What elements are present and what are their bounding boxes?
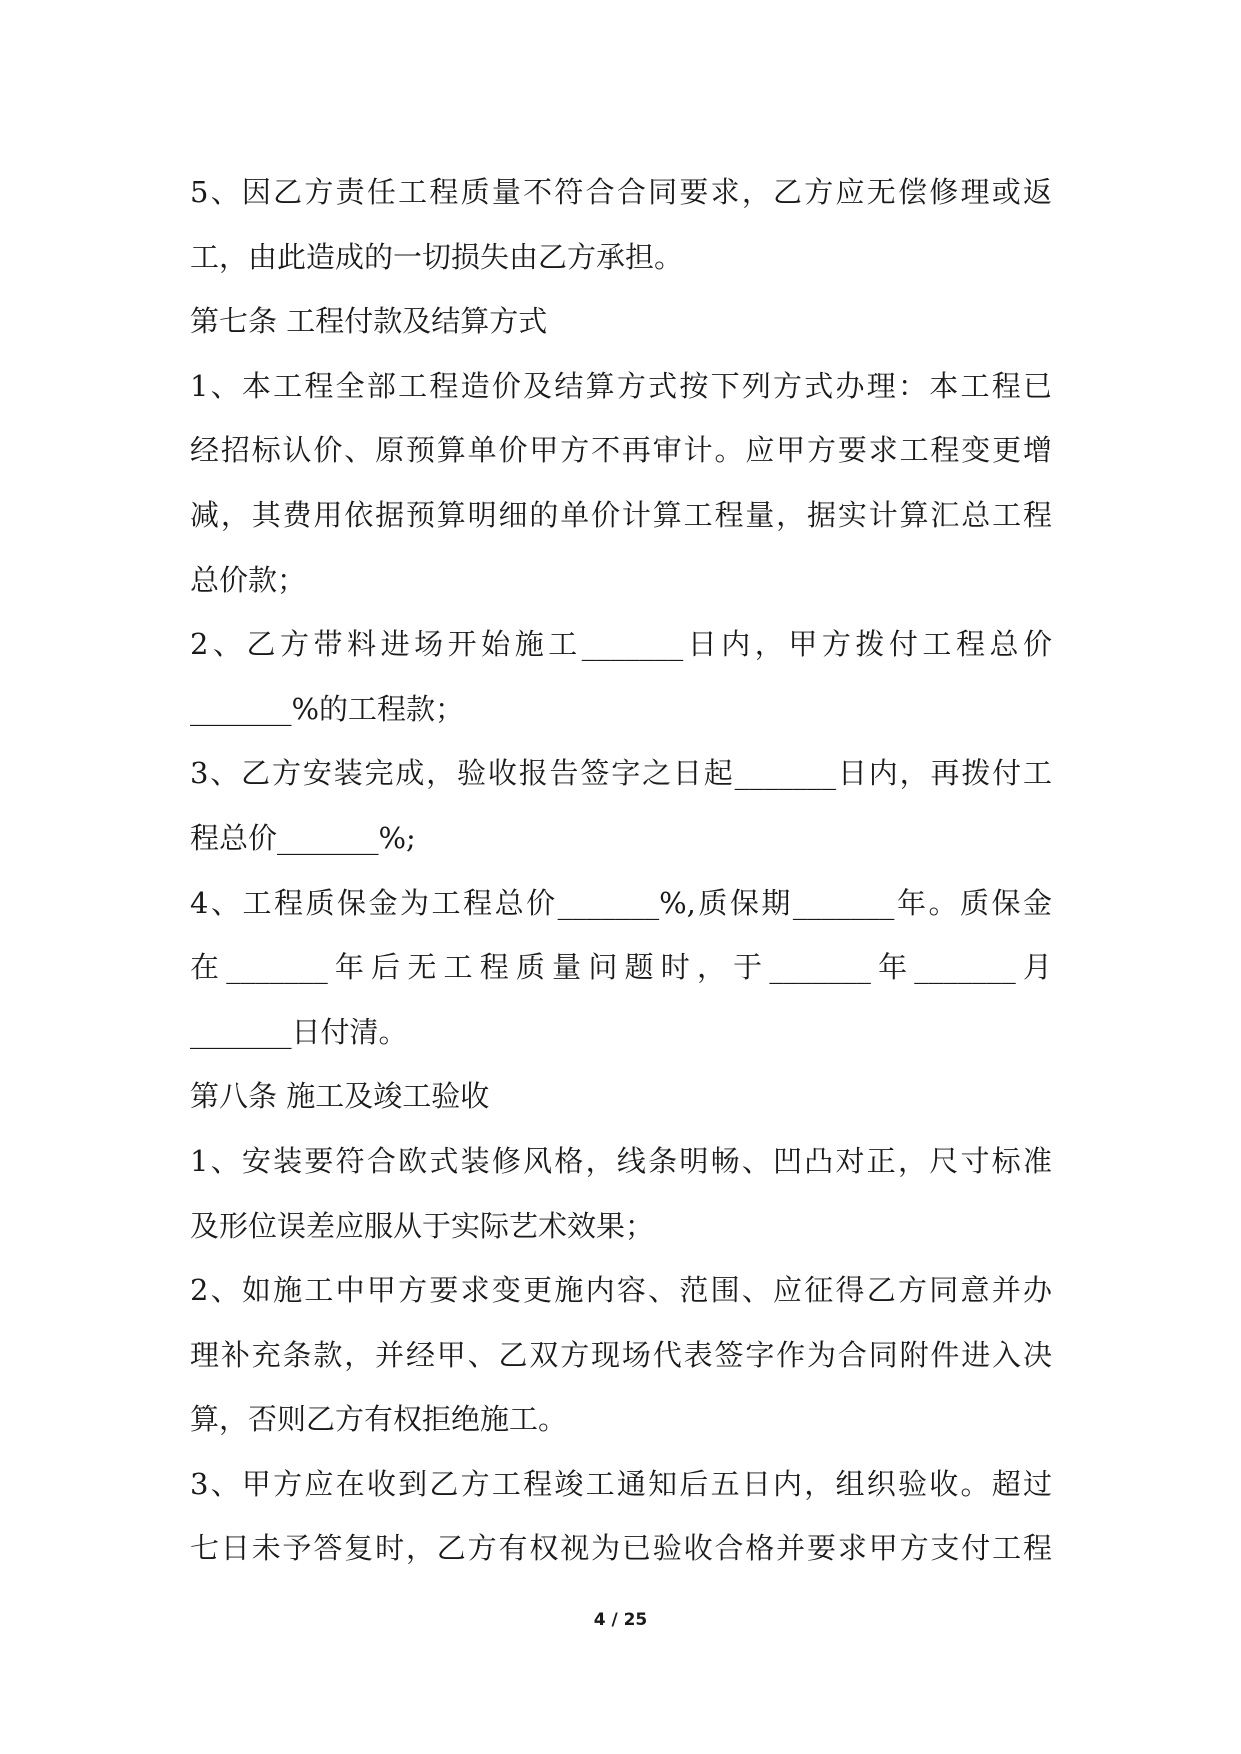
document-body (190, 160, 1052, 1581)
text-line: 及形位误差应服从于实际艺术效果； (190, 1208, 655, 1243)
text-line: 2、乙方带料进场开始施工_______日内，甲方拨付工程总价 (190, 627, 1052, 662)
text-line: 理补充条款，并经甲、乙双方现场代表签字作为合同附件进入决 (190, 1337, 1052, 1372)
section-heading: 第七条 工程付款及结算方式 (190, 304, 548, 339)
text-line: 总价款； (190, 562, 307, 597)
text-line: 程总价_______%; (190, 820, 416, 855)
text-line: 5、因乙方责任工程质量不符合合同要求，乙方应无偿修理或返 (190, 175, 1052, 209)
text-line: 2、如施工中甲方要求变更施内容、范围、应征得乙方同意并办 (190, 1273, 1052, 1308)
text-line: 减，其费用依据预算明细的单价计算工程量，据实计算汇总工程 (190, 497, 1052, 532)
text-line: 七日未予答复时，乙方有权视为已验收合格并要求甲方支付工程 (190, 1531, 1052, 1566)
page-number: 4 / 25 (593, 1610, 648, 1630)
text-line: 在_______年后无工程质量问题时，于_______年_______月 (190, 950, 1052, 985)
text-line: 4、工程质保金为工程总价_______%,质保期_______年。质保金 (190, 885, 1052, 920)
text-line: 经招标认价、原预算单价甲方不再审计。应甲方要求工程变更增 (190, 433, 1052, 468)
text-line: 3、乙方安装完成，验收报告签字之日起_______日内，再拨付工 (190, 756, 1052, 791)
text-line: _______%的工程款； (190, 691, 465, 726)
text-line: 算，否则乙方有权拒绝施工。 (190, 1402, 568, 1437)
text-line: 工，由此造成的一切损失由乙方承担。 (190, 239, 684, 274)
section-heading: 第八条 施工及竣工验收 (190, 1079, 490, 1114)
text-line: 3、甲方应在收到乙方工程竣工通知后五日内，组织验收。超过 (190, 1466, 1052, 1501)
text-line: _______日付清。 (190, 1014, 408, 1049)
text-line: 1、本工程全部工程造价及结算方式按下列方式办理：本工程已 (190, 368, 1052, 403)
text-line: 1、安装要符合欧式装修风格，线条明畅、凹凸对正，尺寸标准 (190, 1143, 1052, 1178)
